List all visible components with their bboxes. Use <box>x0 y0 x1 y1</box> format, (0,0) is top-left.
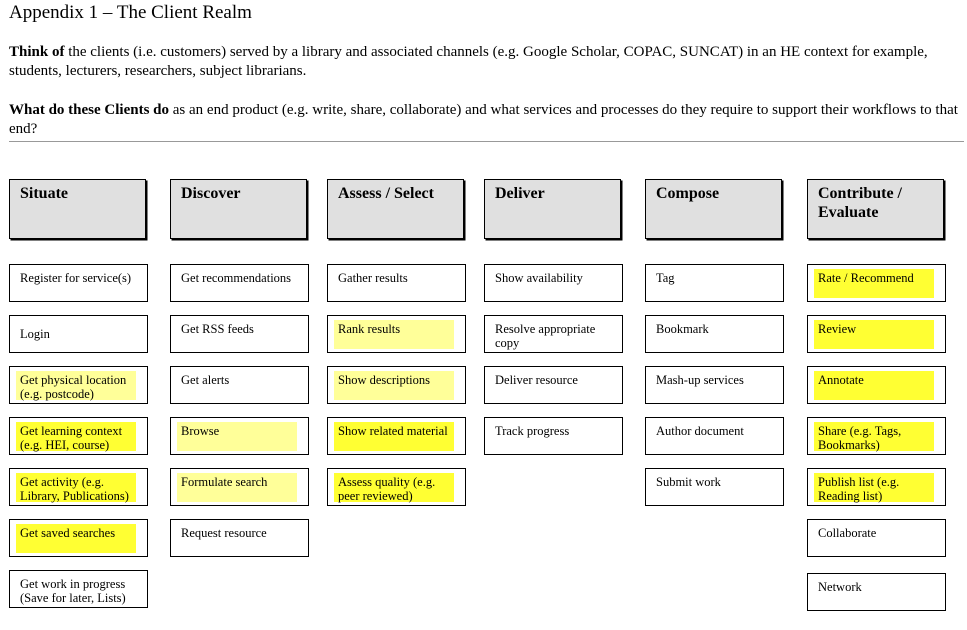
process-label: Get activity (e.g. Library, Publications) <box>20 475 129 503</box>
process-label: Get recommendations <box>181 271 292 285</box>
process-box <box>807 573 946 611</box>
column-header-discover: Discover <box>170 179 307 239</box>
process-label: Submit work <box>656 475 721 489</box>
process-box <box>170 366 309 404</box>
intro-paragraph <box>9 43 964 81</box>
process-label: Register for service(s) <box>20 271 132 285</box>
question-text: as an end product (e.g. write, share, collaborate) and what services and processes do they require to support their workflows to that end? <box>9 102 958 137</box>
process-label: Assess quality (e.g. peer reviewed) <box>338 475 436 503</box>
process-label: Show related material <box>338 424 448 438</box>
process-box <box>327 417 466 455</box>
process-label: Gather results <box>338 271 408 285</box>
process-box <box>170 264 309 302</box>
process-label: Formulate search <box>181 475 268 489</box>
process-label: Mash-up services <box>656 373 744 387</box>
process-label: Get physical location (e.g. postcode) <box>20 373 127 401</box>
process-box <box>807 519 946 557</box>
process-box <box>9 264 148 302</box>
process-label: Get saved searches <box>20 526 116 540</box>
process-box <box>645 315 784 353</box>
process-box <box>9 366 148 404</box>
process-label: Deliver resource <box>495 373 578 387</box>
process-box <box>327 264 466 302</box>
process-label: Collaborate <box>818 526 877 540</box>
process-label: Show availability <box>495 271 583 285</box>
divider <box>9 141 964 142</box>
process-box <box>170 468 309 506</box>
process-box <box>484 264 623 302</box>
column-header-assess-select: Assess / Select <box>327 179 464 239</box>
process-label: Publish list (e.g. Reading list) <box>818 475 900 503</box>
process-label: Track progress <box>495 424 570 438</box>
process-box <box>9 417 148 455</box>
process-label: Annotate <box>818 373 864 387</box>
process-label: Rate / Recommend <box>818 271 914 285</box>
process-box <box>807 417 946 455</box>
process-box <box>645 366 784 404</box>
process-box <box>327 468 466 506</box>
process-box <box>645 264 784 302</box>
process-box <box>9 570 148 608</box>
process-label: Get learning context (e.g. HEI, course) <box>20 424 123 452</box>
process-label: Tag <box>656 271 675 285</box>
process-box <box>170 315 309 353</box>
column-header-deliver: Deliver <box>484 179 621 239</box>
process-label: Get work in progress (Save for later, Lists) <box>20 577 126 605</box>
page-title: Appendix 1 – The Client Realm <box>9 2 252 23</box>
column-header-contribute-evaluate: Contribute / Evaluate <box>807 179 944 239</box>
question-paragraph <box>9 101 964 139</box>
column-header-compose: Compose <box>645 179 782 239</box>
process-box <box>327 315 466 353</box>
process-box <box>170 519 309 557</box>
process-box <box>807 366 946 404</box>
process-box <box>484 315 623 353</box>
process-box <box>9 468 148 506</box>
process-label: Network <box>818 580 862 594</box>
process-label: Get alerts <box>181 373 230 387</box>
process-box <box>807 315 946 353</box>
process-label: Resolve appropriate copy <box>495 322 596 350</box>
question-lead: What do these Clients do <box>9 102 170 118</box>
process-box <box>9 315 148 353</box>
intro-lead: Think of <box>9 44 65 60</box>
process-label: Browse <box>181 424 220 438</box>
process-box <box>170 417 309 455</box>
process-label: Get RSS feeds <box>181 322 254 336</box>
process-label: Share (e.g. Tags, Bookmarks) <box>818 424 902 452</box>
process-label: Rank results <box>338 322 401 336</box>
process-box <box>484 417 623 455</box>
process-label: Show descriptions <box>338 373 431 387</box>
process-box <box>645 468 784 506</box>
process-label: Bookmark <box>656 322 709 336</box>
process-box <box>484 366 623 404</box>
process-box <box>807 264 946 302</box>
process-box <box>9 519 148 557</box>
process-box <box>645 417 784 455</box>
process-box <box>327 366 466 404</box>
intro-text: the clients (i.e. customers) served by a library and associated channels (e.g. Google Scholar, COPAC, SUNCAT) in an HE context for example, students, lecturers, researchers, subject librarians. <box>9 44 928 79</box>
column-header-situate: Situate <box>9 179 146 239</box>
process-label: Request resource <box>181 526 267 540</box>
process-label: Author document <box>656 424 744 438</box>
process-box <box>807 468 946 506</box>
process-label: Login <box>20 327 50 341</box>
process-label: Review <box>818 322 857 336</box>
